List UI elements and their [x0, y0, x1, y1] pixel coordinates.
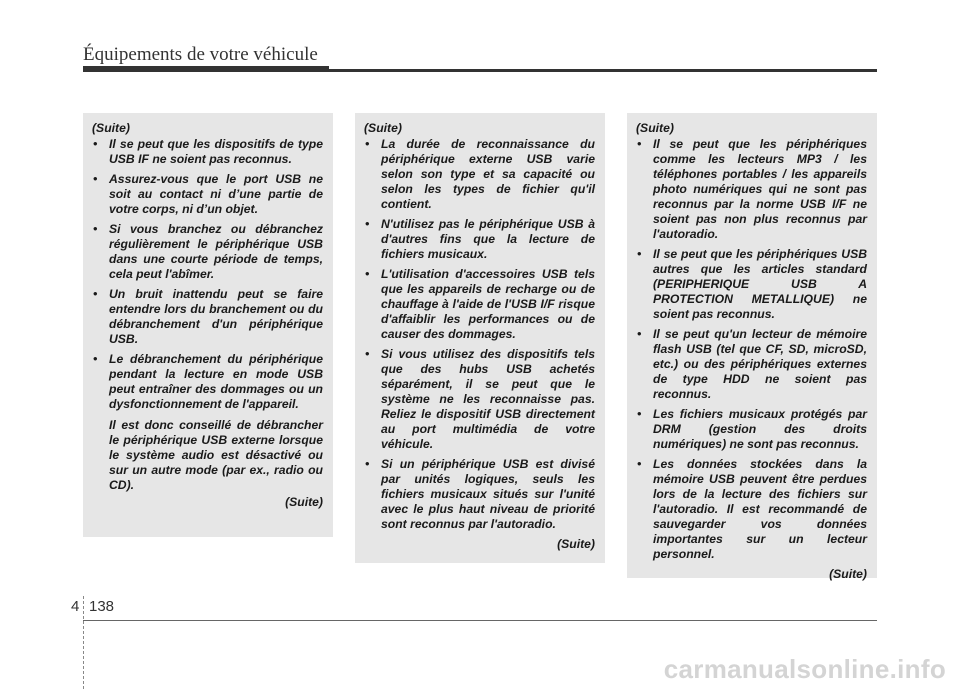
- suite-top-label: (Suite): [92, 121, 130, 135]
- list-item: • L'utilisation d'accessoires USB tels que les appareils de recharge ou de chauffage à l'aide de l'USB I/F risque d'affaiblir les performances ou de causer des dommages.: [364, 267, 595, 342]
- list-item: • Il se peut qu'un lecteur de mémoire flash USB (tel que CF, SD, microSD, etc.) ou des périphériques externes de type HDD ne soient pas reconnus.: [636, 327, 867, 402]
- bullet-list: [364, 137, 595, 532]
- note-box-3: [627, 113, 877, 581]
- list-item: • Assurez-vous que le port USB ne soit au contact ni d’une partie de votre corps, ni d’un objet.: [92, 172, 323, 217]
- list-item: • Le débranchement du périphérique pendant la lecture en mode USB peut entraîner des dommages ou un dysfonctionnement de l'appareil.: [92, 352, 323, 412]
- suite-bottom-label: (Suite): [557, 537, 595, 551]
- note-box-2: [355, 113, 605, 563]
- list-item: • Les fichiers musicaux protégés par DRM (gestion des droits numériques) ne sont pas reconnus.: [636, 407, 867, 452]
- suite-top-label: (Suite): [364, 121, 402, 135]
- list-item: • Si vous utilisez des dispositifs tels que des hubs USB achetés séparément, il se peut que le système ne les reconnaisse pas. Reliez le dispositif USB directement au port multimédia de votre véhicule.: [364, 347, 595, 452]
- page-number: 138: [89, 598, 115, 615]
- continuation-paragraph: Il est donc conseillé de débrancher le périphérique USB externe lorsque le système audio est désactivé ou sur un autre mode (par ex., radio ou CD).: [109, 418, 323, 492]
- footer-rule: [83, 620, 877, 621]
- header-rule: [83, 69, 877, 72]
- bullet-list: [92, 137, 323, 412]
- list-item: • Un bruit inattendu peut se faire entendre lors du branchement ou du débranchement d'un périphérique USB.: [92, 287, 323, 347]
- list-item: • Il se peut que les périphériques comme les lecteurs MP3 / les téléphones portables / les appareils photo numériques qui ne sont pas reconnus par la norme USB I/F ne soient pas non plus reconnus par l'autoradio.: [636, 137, 867, 242]
- note-box-1: [83, 113, 333, 537]
- footer-divider: [83, 596, 85, 689]
- list-item: • Il se peut que les dispositifs de type USB IF ne soient pas reconnus.: [92, 137, 323, 167]
- list-item: • La durée de reconnaissance du périphérique externe USB varie selon son type et sa capacité ou selon les types de fichier qu'il contient.: [364, 137, 595, 212]
- list-item: • Si un périphérique USB est divisé par unités logiques, seuls les fichiers musicaux situés sur l'unité avec le plus haut niveau de priorité sont reconnus par l'autoradio.: [364, 457, 595, 532]
- list-item: • Si vous branchez ou débranchez régulièrement le périphérique USB dans une courte période de temps, cela peut l'abîmer.: [92, 222, 323, 282]
- watermark: carmanualsonline.info: [663, 654, 946, 684]
- suite-bottom-label: (Suite): [829, 567, 867, 581]
- suite-bottom-label: (Suite): [285, 495, 323, 509]
- list-item: • Les données stockées dans la mémoire USB peuvent être perdues lors de la lecture des fichiers sur l'autoradio. Il est recommandé de sauvegarder vos données importantes sur un lecteur personnel.: [636, 457, 867, 562]
- list-item: • Il se peut que les périphériques USB autres que les articles standard (PERIPHERIQUE USB A PROTECTION METALLIQUE) ne soient pas reconnus.: [636, 247, 867, 322]
- bullet-list: [636, 137, 867, 562]
- chapter-number: 4: [71, 598, 80, 615]
- list-item: • N'utilisez pas le périphérique USB à d'autres fins que la lecture de fichiers musicaux.: [364, 217, 595, 262]
- page-header-title: Équipements de votre véhicule: [83, 44, 318, 65]
- suite-top-label: (Suite): [636, 121, 674, 135]
